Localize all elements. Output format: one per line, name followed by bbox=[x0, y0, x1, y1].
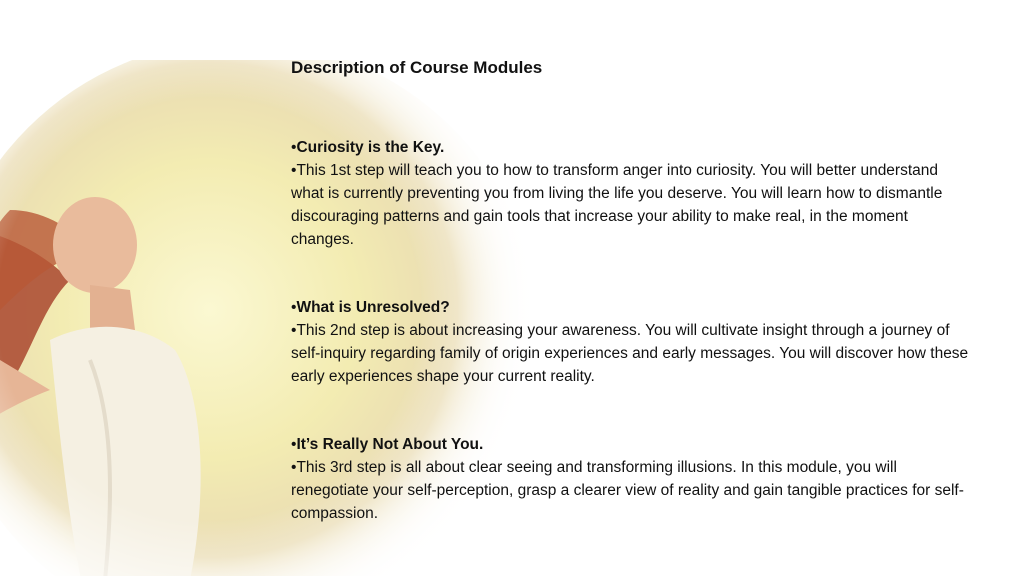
module-1 bbox=[291, 136, 971, 251]
text-content bbox=[291, 56, 971, 570]
slide-title: Description of Course Modules bbox=[291, 58, 543, 77]
module-heading bbox=[291, 136, 971, 159]
module-description-text: This 3rd step is all about clear seeing and transforming illusions. In this module, you will renegotiate your self-perception, grasp a clearer view of reality and gain tangible practices for self-compassion. bbox=[291, 459, 964, 522]
module-2 bbox=[291, 296, 971, 388]
module-description-text: This 1st step will teach you to how to transform anger into curiosity. You will better understand what is currently preventing you from living the life you deserve. You will learn how to dismantle discouraging patterns and gain tools that increase your ability to make real, in the moment changes. bbox=[291, 162, 943, 248]
bullet: • bbox=[291, 139, 297, 156]
module-heading-text: It’s Really Not About You. bbox=[296, 436, 484, 453]
bullet: • bbox=[291, 299, 297, 316]
bullet: • bbox=[291, 436, 297, 453]
module-description bbox=[291, 456, 971, 525]
bullet: • bbox=[291, 322, 297, 339]
bullet: • bbox=[291, 459, 297, 476]
bullet: • bbox=[291, 162, 297, 179]
module-heading-text: Curiosity is the Key. bbox=[296, 139, 445, 156]
module-description-text: This 2nd step is about increasing your awareness. You will cultivate insight through a journey of self-inquiry regarding family of origin experiences and early messages. You will discover how these early experiences shape your current reality. bbox=[291, 322, 969, 385]
module-description bbox=[291, 159, 971, 251]
module-3 bbox=[291, 433, 971, 525]
module-heading bbox=[291, 296, 971, 319]
module-heading bbox=[291, 433, 971, 456]
module-heading-text: What is Unresolved? bbox=[296, 299, 450, 316]
module-description bbox=[291, 319, 971, 388]
